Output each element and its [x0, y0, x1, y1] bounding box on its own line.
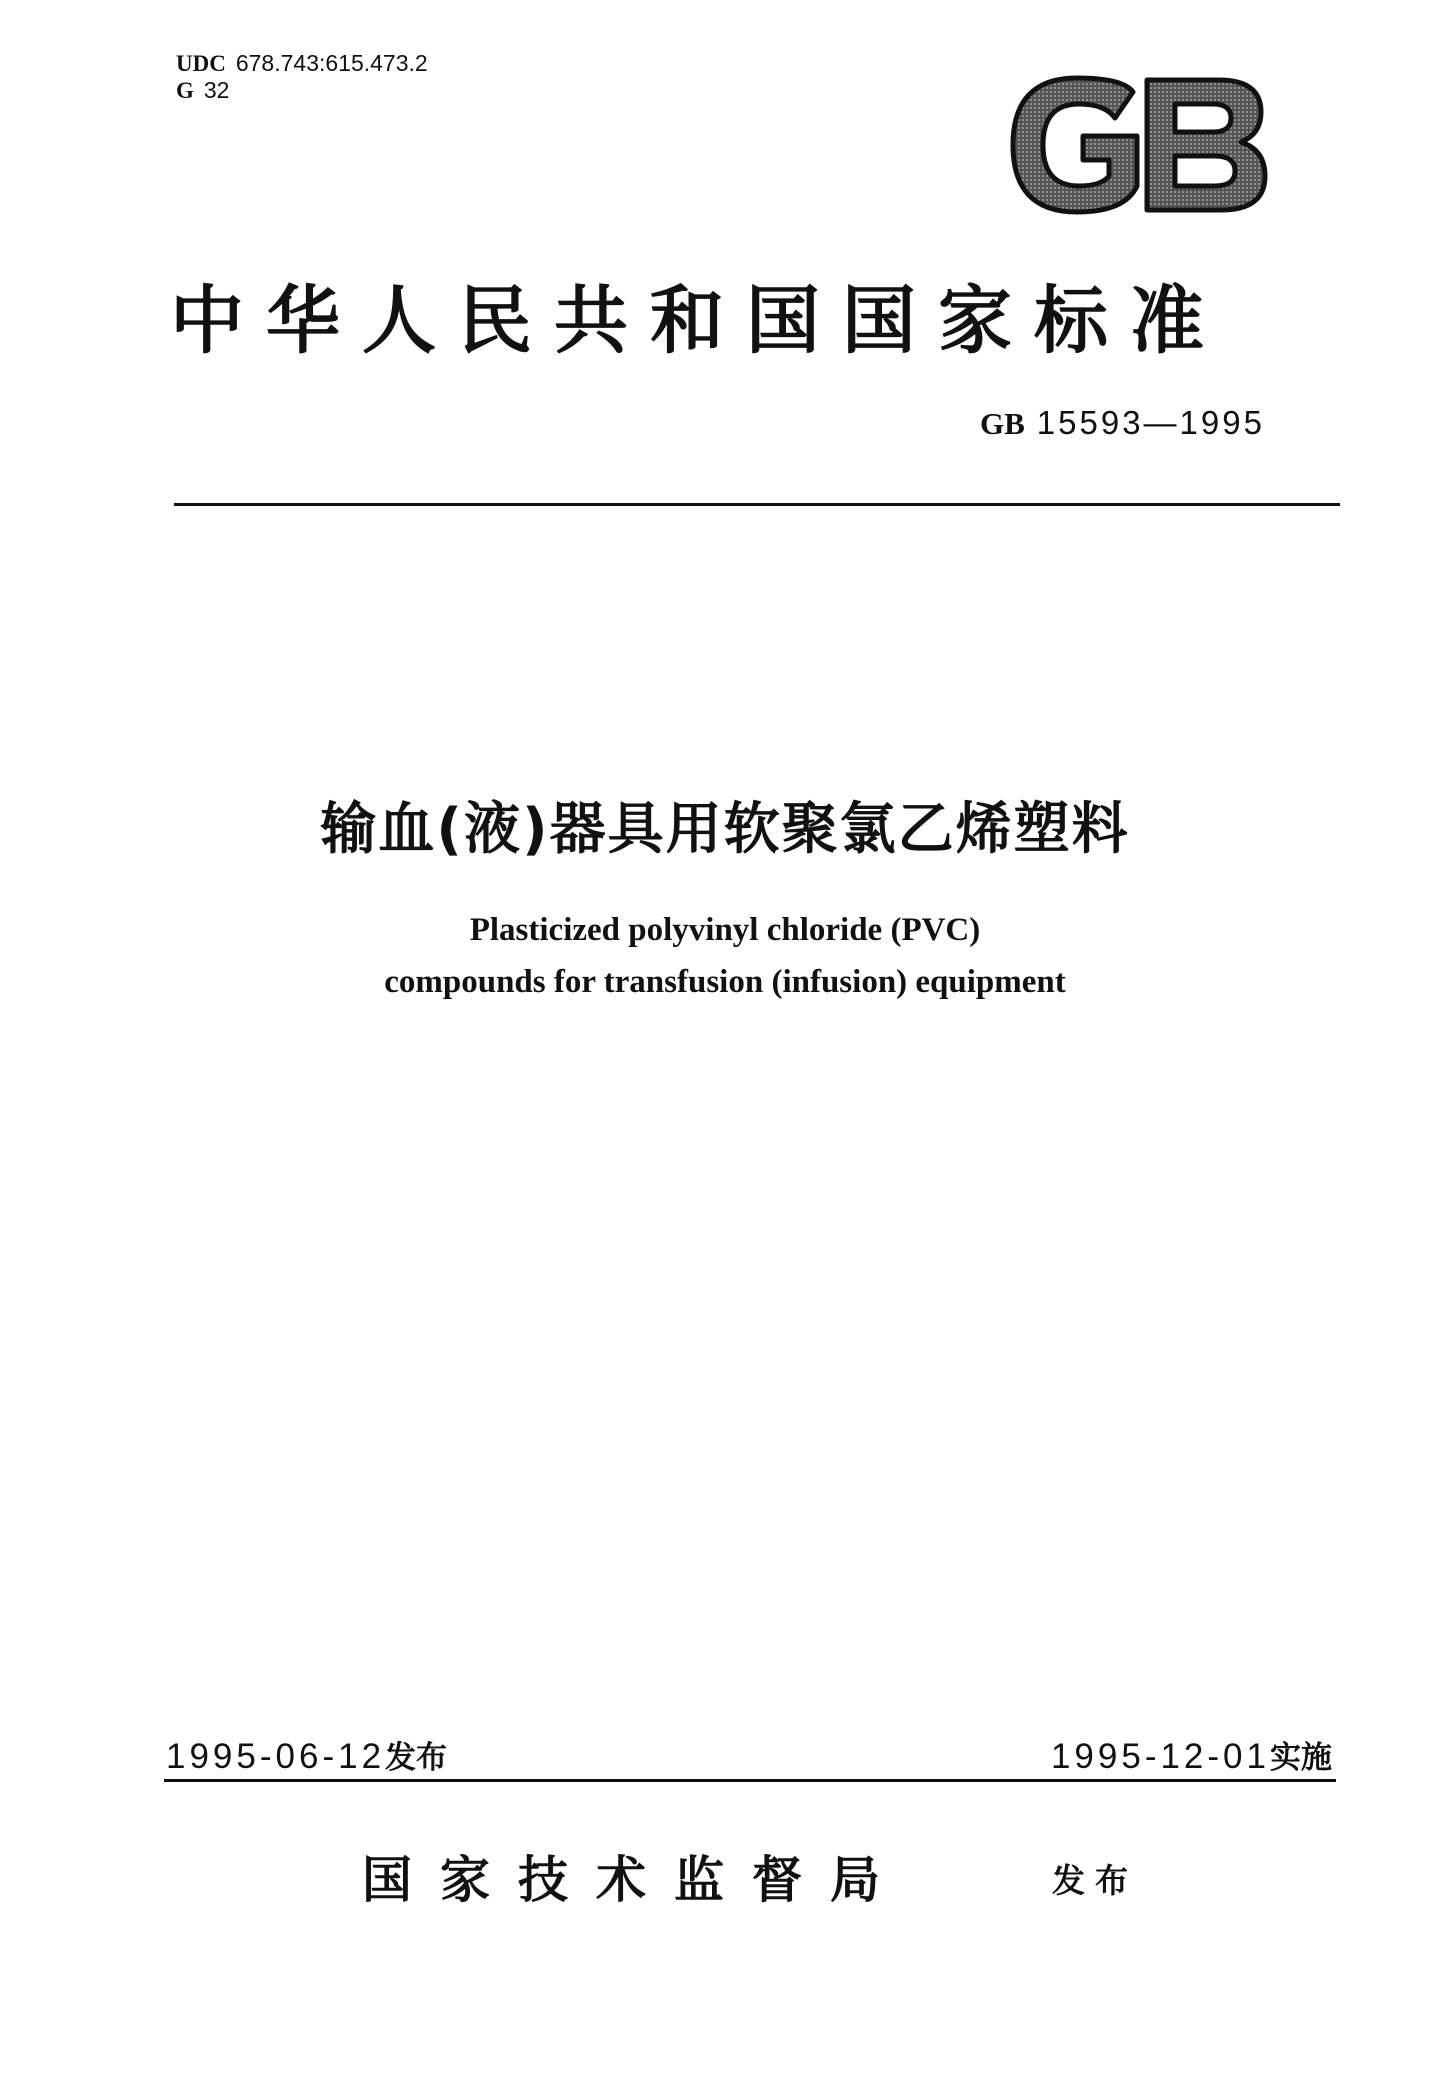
- national-standard-heading: 中华人民共和国国家标准: [170, 278, 1226, 364]
- gb-logo: [1005, 74, 1270, 216]
- issue-date: [166, 1732, 447, 1777]
- issuing-action: 发布: [1052, 1861, 1138, 1900]
- standard-prefix: GB: [980, 406, 1025, 441]
- udc-code: 678.743:615.473.2: [235, 50, 428, 76]
- english-title-line-1: Plasticized polyvinyl chloride (PVC): [469, 912, 981, 948]
- chinese-title: 输血(液)器具用软聚氯乙烯塑料: [320, 797, 1130, 862]
- standard-number: [980, 404, 1265, 442]
- class-code: 32: [203, 77, 230, 103]
- issuing-authority: 国家技术监督局: [362, 1850, 908, 1909]
- standard-code: 15593—1995: [1036, 404, 1265, 441]
- issue-date-label: 发布: [385, 1740, 448, 1776]
- class-label: G: [176, 78, 194, 103]
- implementation-date: [1051, 1732, 1332, 1777]
- class-line: [176, 77, 428, 104]
- english-title-line-2: compounds for transfusion (infusion) equipment: [384, 964, 1066, 1000]
- udc-line: [176, 50, 428, 77]
- classification-block: [176, 50, 428, 104]
- udc-label: UDC: [176, 51, 226, 76]
- top-divider: [174, 503, 1340, 506]
- bottom-divider: [164, 1779, 1336, 1782]
- implementation-date-label: 实施: [1270, 1740, 1332, 1776]
- issue-date-value: 1995-06-12: [166, 1737, 386, 1776]
- implementation-date-value: 1995-12-01: [1050, 1737, 1270, 1776]
